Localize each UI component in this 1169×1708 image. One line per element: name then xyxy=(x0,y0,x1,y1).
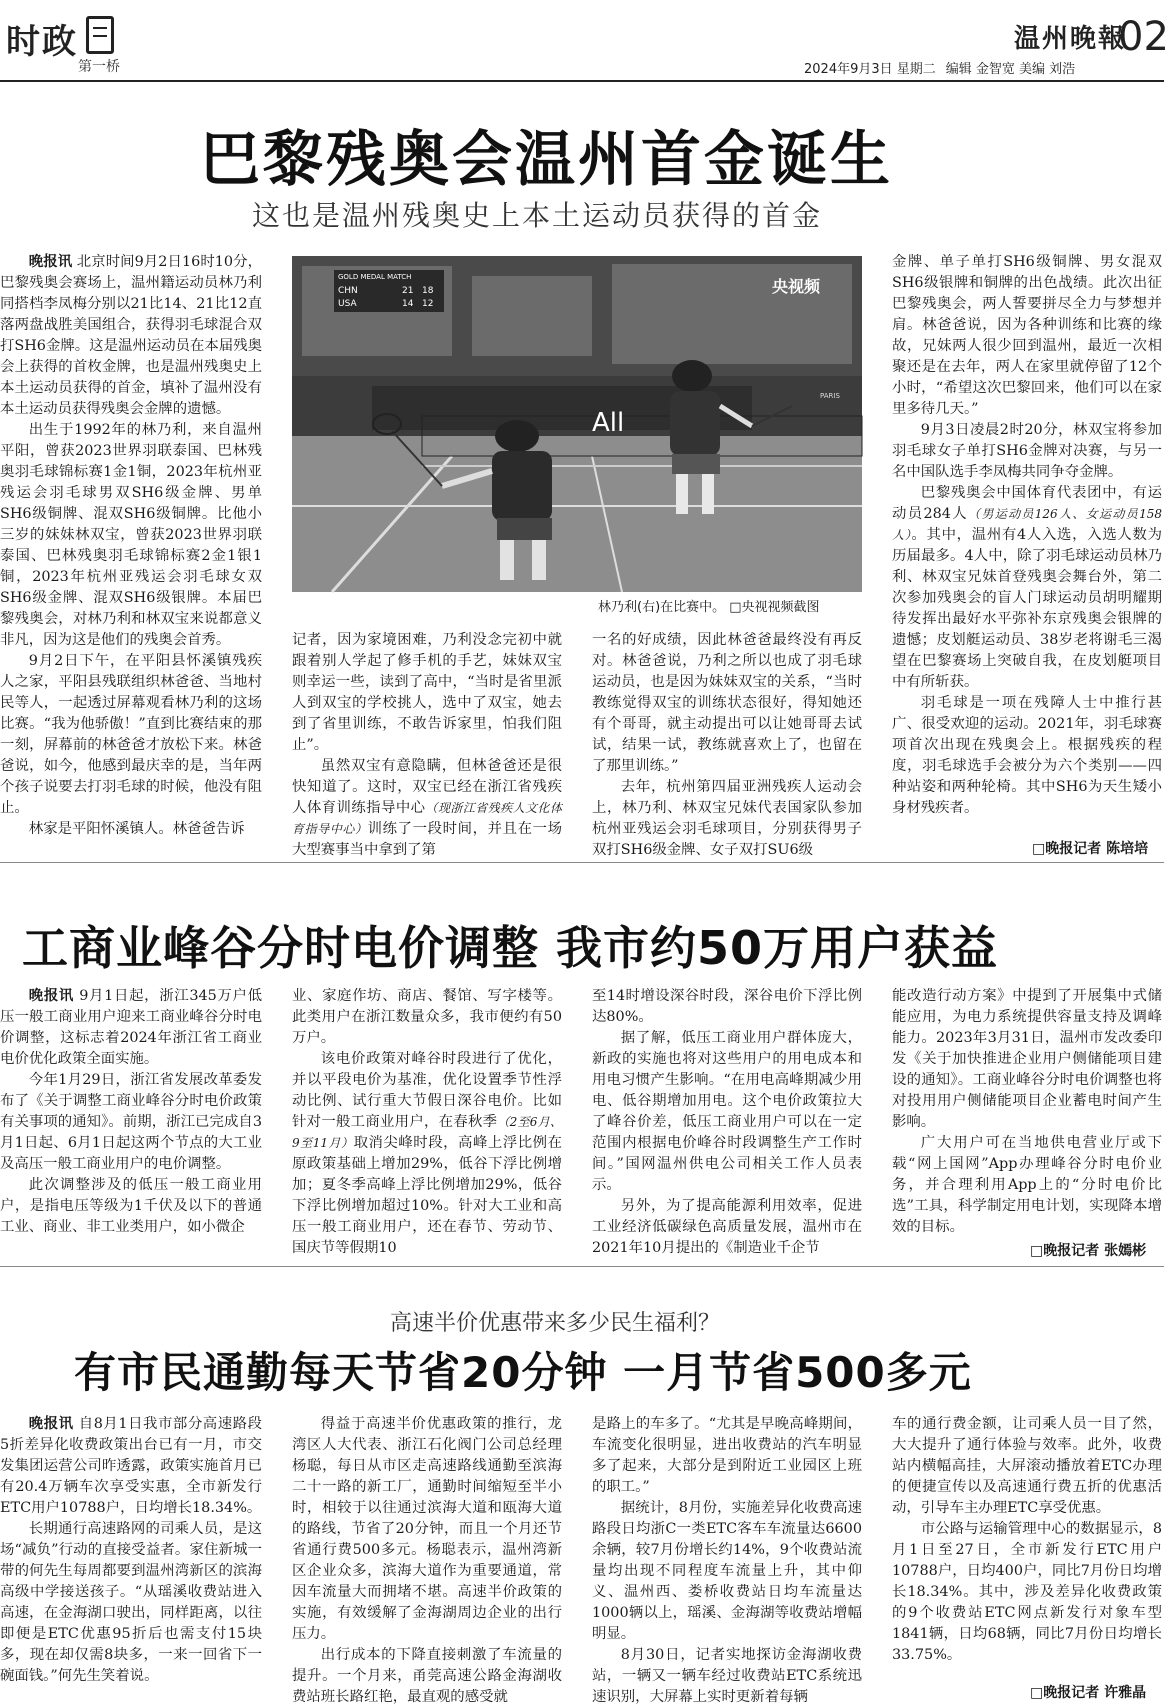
article-divider xyxy=(0,862,1164,863)
paragraph: 长期通行高速路网的司乘人员，是这场“减负”行动的直接受益者。家住新城一带的何先生每周都要到温州湾新区的滨海高级中学接送孩子。“从瑶溪收费站进入高速，在金海湖口驶出，同样距离，以往即便是ETC优惠95折后也需支付15块多，现在却仅需8块多，一来一回省下一碗面钱。”何先生笑着说。 xyxy=(0,1521,262,1684)
paragraph: 车的通行费金额，让司乘人员一目了然，大大提升了通行体验与效率。此外，收费站内横幅高挂，大屏滚动播放着ETC办理的便捷宣传以及高速通行费五折的优惠活动，引导车主办理ETC享受优惠。 xyxy=(892,1416,1162,1516)
paragraph: 得益于高速半价优惠政策的推行，龙湾区人大代表、浙江石化阀门公司总经理杨聪，每日从市区走高速路线通勤至滨海二十一路的新工厂，通勤时间缩短至半小时，相较于以往通过滨海大道和瓯海大道的路线，节省了20分钟，而且一个月还节省通行费500多元。杨聪表示，温州湾新区企业众多，滨海大道作为重要通道，常因车流量大而拥堵不堪。高速半价政策的实施，有效缓解了金海湖周边企业的出行压力。 xyxy=(292,1416,562,1642)
article2-col2 xyxy=(292,986,562,1256)
article2-col4 xyxy=(892,986,1162,1236)
paragraph: 巴黎残奥会中国体育代表团中，有运动员284人（男运动员126人、女运动员158人）。其中，温州有4人入选，入选人数为历届最多。4人中，除了羽毛球运动员林乃利、林双宝兄妹首登残奥会舞台外，第二次参加残奥会的盲人门球运动员胡明耀期待发挥出最好水平弥补东京残奥会银牌的遗憾；皮划艇运动员、38岁老将谢毛三渴望在巴黎赛场上突破自我，在皮划艇项目中有所斩获。 xyxy=(892,485,1163,690)
scoreboard-title: GOLD MEDAL MATCH xyxy=(338,273,412,281)
team1-score1: 21 xyxy=(402,286,414,296)
team2-score2: 12 xyxy=(422,299,434,309)
paragraph: 9月3日凌晨2时20分，林双宝将参加羽毛球女子单打SH6金牌对决赛，与另一名中国队选手李凤梅共同争夺金牌。 xyxy=(892,422,1162,480)
article3-col3 xyxy=(592,1414,862,1703)
header-rule xyxy=(0,80,1164,82)
paragraph: 一名的好成绩，因此林爸爸最终没有再反对。林爸爸说，乃利之所以也成了羽毛球运动员，也是因为妹妹双宝的关系，“当时教练觉得双宝的训练状态很好，得知她还有个哥哥，就主动提出可以让她哥哥去试试，结果一试，教练就喜欢上了，也留在了那里训练。” xyxy=(592,632,862,774)
paragraph: 业、家庭作坊、商店、餐馆、写字楼等。此类用户在浙江数量众多，我市便约有50万户。 xyxy=(292,988,562,1046)
section-title: 时政 xyxy=(6,22,78,62)
paragraph: 自8月1日我市部分高速路段5折差异化收费政策出台已有一月，市交发集团运营公司昨透露，政策实施首月已有20.4万辆车次享受实惠，全市新发行ETC用户10788户，日均增长18.34%。 xyxy=(0,1416,262,1516)
team1-score2: 18 xyxy=(422,286,434,296)
venue-text: PARIS xyxy=(820,392,840,400)
paragraph: 虽然双宝有意隐瞒，但林爸爸还是很快知道了。这时，双宝已经在浙江省残疾人体育训练指导中心（现浙江省残疾人文化体育指导中心）训练了一段时间，并且在一场大型赛事当中拿到了第 xyxy=(292,758,562,858)
article1-title: 巴黎残奥会温州首金诞生 xyxy=(200,125,893,195)
article3-byline: □晚报记者 许雅晶 xyxy=(1030,1685,1147,1701)
article1-byline: □晚报记者 陈培培 xyxy=(1032,841,1149,857)
paragraph: 9月2日下午，在平阳县怀溪镇残疾人之家，平阳县残联组织林爸爸、当地村民等人，一起透过屏幕观看林乃利的这场比赛。“我为他骄傲！”直到比赛结束的那一刻，屏幕前的林爸爸才放松下来。林爸爸说，如今，他感到最庆幸的是，当年两个孩子说要去打羽毛球的时候，他没有阻止。 xyxy=(0,653,262,816)
paragraph: 林家是平阳怀溪镇人。林爸爸告诉 xyxy=(28,821,245,837)
paragraph: 羽毛球是一项在残障人士中推行甚广、很受欢迎的运动。2021年，羽毛球赛项首次出现在残奥会上。根据残疾的程度，羽毛球选手会被分为六个类别——四种站姿和两种轮椅。其中SH6为天生矮小身材残疾者。 xyxy=(892,695,1162,816)
paragraph: 去年，杭州第四届亚洲残疾人运动会上，林乃利、林双宝兄妹代表国家队参加杭州亚残运会羽毛球项目，分别获得男子双打SH6级金牌、女子双打SU6级 xyxy=(592,779,862,858)
photo-caption: 林乃利(右)在比赛中。 □央视视频截图 xyxy=(598,600,820,615)
article1-col2 xyxy=(292,630,562,858)
article1-subtitle: 这也是温州残奥史上本土运动员获得的首金 xyxy=(252,199,823,232)
team2-score1: 14 xyxy=(402,299,414,309)
editor-credit: 编辑 金智宽 美编 刘浩 xyxy=(945,62,1076,77)
article2-title: 工商业峰谷分时电价调整 我市约50万用户获益 xyxy=(22,921,999,975)
paragraph: 广大用户可在当地供电营业厅或下载“网上国网”App办理峰谷分时电价业务，并合理利用App上的“分时电价比选”工具，科学制定用电计划，实现降本增效的目标。 xyxy=(892,1135,1162,1235)
article3-title: 有市民通勤每天节省20分钟 一月节省500多元 xyxy=(74,1348,972,1397)
paragraph: 此次调整涉及的低压一般工商业用户，是指电压等级为1千伏及以下的普通工业、商业、非工业类用户，如小微企 xyxy=(0,1177,262,1235)
article3-col1 xyxy=(0,1414,262,1703)
newspaper-logo: 温州晚報 xyxy=(1014,24,1127,54)
team1-name: CHN xyxy=(338,286,358,296)
article2-col3 xyxy=(592,986,862,1256)
paragraph: 记者，因为家境困难，乃利没念完初中就跟着别人学起了修手机的手艺，妹妹双宝则幸运一些，读到了高中，“当时是省里派人到双宝的学校挑人，选中了双宝，她去到了省里训练，不敢告诉家里，怕我们阻止”。 xyxy=(292,632,562,753)
paragraph: 另外，为了提高能源利用效率，促进工业经济低碳绿色高质量发展，温州市在2021年10月提出的《制造业千企节 xyxy=(592,1198,862,1256)
paragraph: 至14时增设深谷时段，深谷电价下浮比例达80%。 xyxy=(592,988,862,1025)
article3-col2 xyxy=(292,1414,562,1703)
paragraph: 是路上的车多了。“尤其是早晚高峰期间，车流变化很明显，进出收费站的汽车明显多了起来，大部分是到附近工业园区上班的职工。” xyxy=(592,1416,862,1495)
paragraph: 该电价政策对峰谷时段进行了优化，并以平段电价为基准，优化设置季节性浮动比例、试行重大节假日深谷电价。比如针对一般工商业用户，在春秋季（2至6月、9至11月）取消尖峰时段，高峰上浮比例在原政策基础上增加29%，低谷下浮比例增加；夏冬季高峰上浮比例增加29%，低谷下浮比例增加超过10%。针对大工业和高压一般工商业用户，还在春节、劳动节、国庆节等假期10 xyxy=(292,1051,562,1256)
issue-meta xyxy=(804,58,1085,77)
article3-kicker: 高速半价优惠带来多少民生福利？ xyxy=(390,1311,721,1336)
paragraph: 金牌、单子单打SH6级铜牌、男女混双SH6级银牌和铜牌的出色战绩。此次出征巴黎残奥会，两人誓要拼尽全力与梦想并肩。林爸爸说，因为各种训练和比赛的缘故，兄妹两人很少回到温州，最近一次相聚还是在去年，两人在家里就停留了12个小时，“希望这次巴黎回来，他们可以在家里多待几天。” xyxy=(892,254,1162,417)
cctv-watermark: 央视频 xyxy=(772,277,821,296)
match-photo xyxy=(292,256,862,592)
lead-tag: 晚报讯 xyxy=(28,254,73,270)
article2-byline: □晚报记者 张嫣彬 xyxy=(1030,1243,1147,1259)
article2-col1 xyxy=(0,986,262,1256)
paragraph: 出生于1992年的林乃利，来自温州平阳，曾获2023世界羽联泰国、巴林残奥羽毛球锦标赛1金1铜，2023年杭州亚残运会羽毛球男双SH6级金牌、男单SH6级铜牌、混双SH6级铜牌。比他小三岁的妹妹林双宝，曾获2023世界羽联泰国、巴林残奥羽毛球锦标赛2金1银1铜，2023年杭州亚残运会羽毛球女双SH6级金牌、混双SH6级银牌。本届巴黎残奥会，对林乃利和林双宝来说都意义非凡，因为这是他们的残奥会首秀。 xyxy=(0,422,262,648)
paragraph: 今年1月29日，浙江省发展改革委发布了《关于调整工商业峰谷分时电价政策有关事项的通知》。前期，浙江已完成自3月1日起、6月1日起这两个节点的大工业及高压一般工商业用户的电价调整。 xyxy=(0,1072,262,1172)
paragraph: 出行成本的下降直接刺激了车流量的提升。一个月来，甬莞高速公路金海湖收费站班长路红艳，最直观的感受就 xyxy=(292,1647,562,1705)
page-number: 02 xyxy=(1118,14,1169,60)
article-divider xyxy=(0,1266,1164,1267)
sponsor-text: All xyxy=(592,408,625,438)
paragraph: 北京时间9月2日16时10分，巴黎残奥会赛场上，温州籍运动员林乃利同搭档李凤梅分别以21比14、21比12直落两盘战胜美国组合，获得羽毛球混合双打SH6金牌。这是温州运动员在本届残奥会上获得的首枚金牌，也是温州残奥史上本土运动员获得的首金，填补了温州没有本土运动员获得残奥会金牌的遗憾。 xyxy=(0,254,262,417)
lead-tag: 晚报讯 xyxy=(28,1416,74,1432)
paragraph: 能改造行动方案》中提到了开展集中式储能应用，为电力系统提供容量支持及调峰能力。2023年3月31日，温州市发改委印发《关于加快推进企业用户侧储能项目建设的通知》。工商业峰谷分时电价调整也将对投用用户侧储能项目企业蓄电时间产生影响。 xyxy=(892,988,1162,1130)
article1-col1 xyxy=(0,252,262,837)
article3-col4 xyxy=(892,1414,1162,1676)
paragraph: 9月1日起，浙江345万户低压一般工商业用户迎来工商业峰谷分时电价调整，这标志着2024年浙江省工商业电价优化政策全面实施。 xyxy=(0,988,262,1067)
article1-col3 xyxy=(592,630,862,858)
paragraph: 据统计，8月份，实施差异化收费高速路段日均浙C一类ETC客车车流量达6600余辆，较7月份增长约14%，9个收费站流量均出现不同程度车流量上升，其中仰义、温州西、娄桥收费站日均车流量达1000辆以上，瑶溪、金海湖等收费站增幅明显。 xyxy=(592,1500,862,1642)
document-icon xyxy=(86,16,114,54)
lead-tag: 晚报讯 xyxy=(28,988,74,1004)
issue-date: 2024年9月3日 星期二 xyxy=(804,62,936,77)
paragraph: 据了解，低压工商业用户群体庞大，新政的实施也将对这些用户的用电成本和用电习惯产生影响。“在用电高峰期减少用电、低谷期增加用电。这个电价政策拉大了峰谷价差，低压工商业用户可以在一定范围内根据电价峰谷时段调整生产工作时间。”国网温州供电公司相关工作人员表示。 xyxy=(592,1030,862,1193)
section-subtitle: 第一桥 xyxy=(78,59,120,75)
article1-col4 xyxy=(892,252,1162,828)
paragraph: 8月30日，记者实地探访金海湖收费站，一辆又一辆车经过收费站ETC系统迅速识别，大屏幕上实时更新着每辆 xyxy=(592,1647,862,1705)
paragraph: 市公路与运输管理中心的数据显示，8月1日至27日，全市新发行ETC用户10788户，日均400户，同比7月份日均增长18.34%。其中，涉及差异化收费政策的9个收费站ETC网点新发行对象车型1841辆，日均68辆，同比7月份日均增长33.75%。 xyxy=(892,1521,1162,1663)
team2-name: USA xyxy=(338,299,357,309)
